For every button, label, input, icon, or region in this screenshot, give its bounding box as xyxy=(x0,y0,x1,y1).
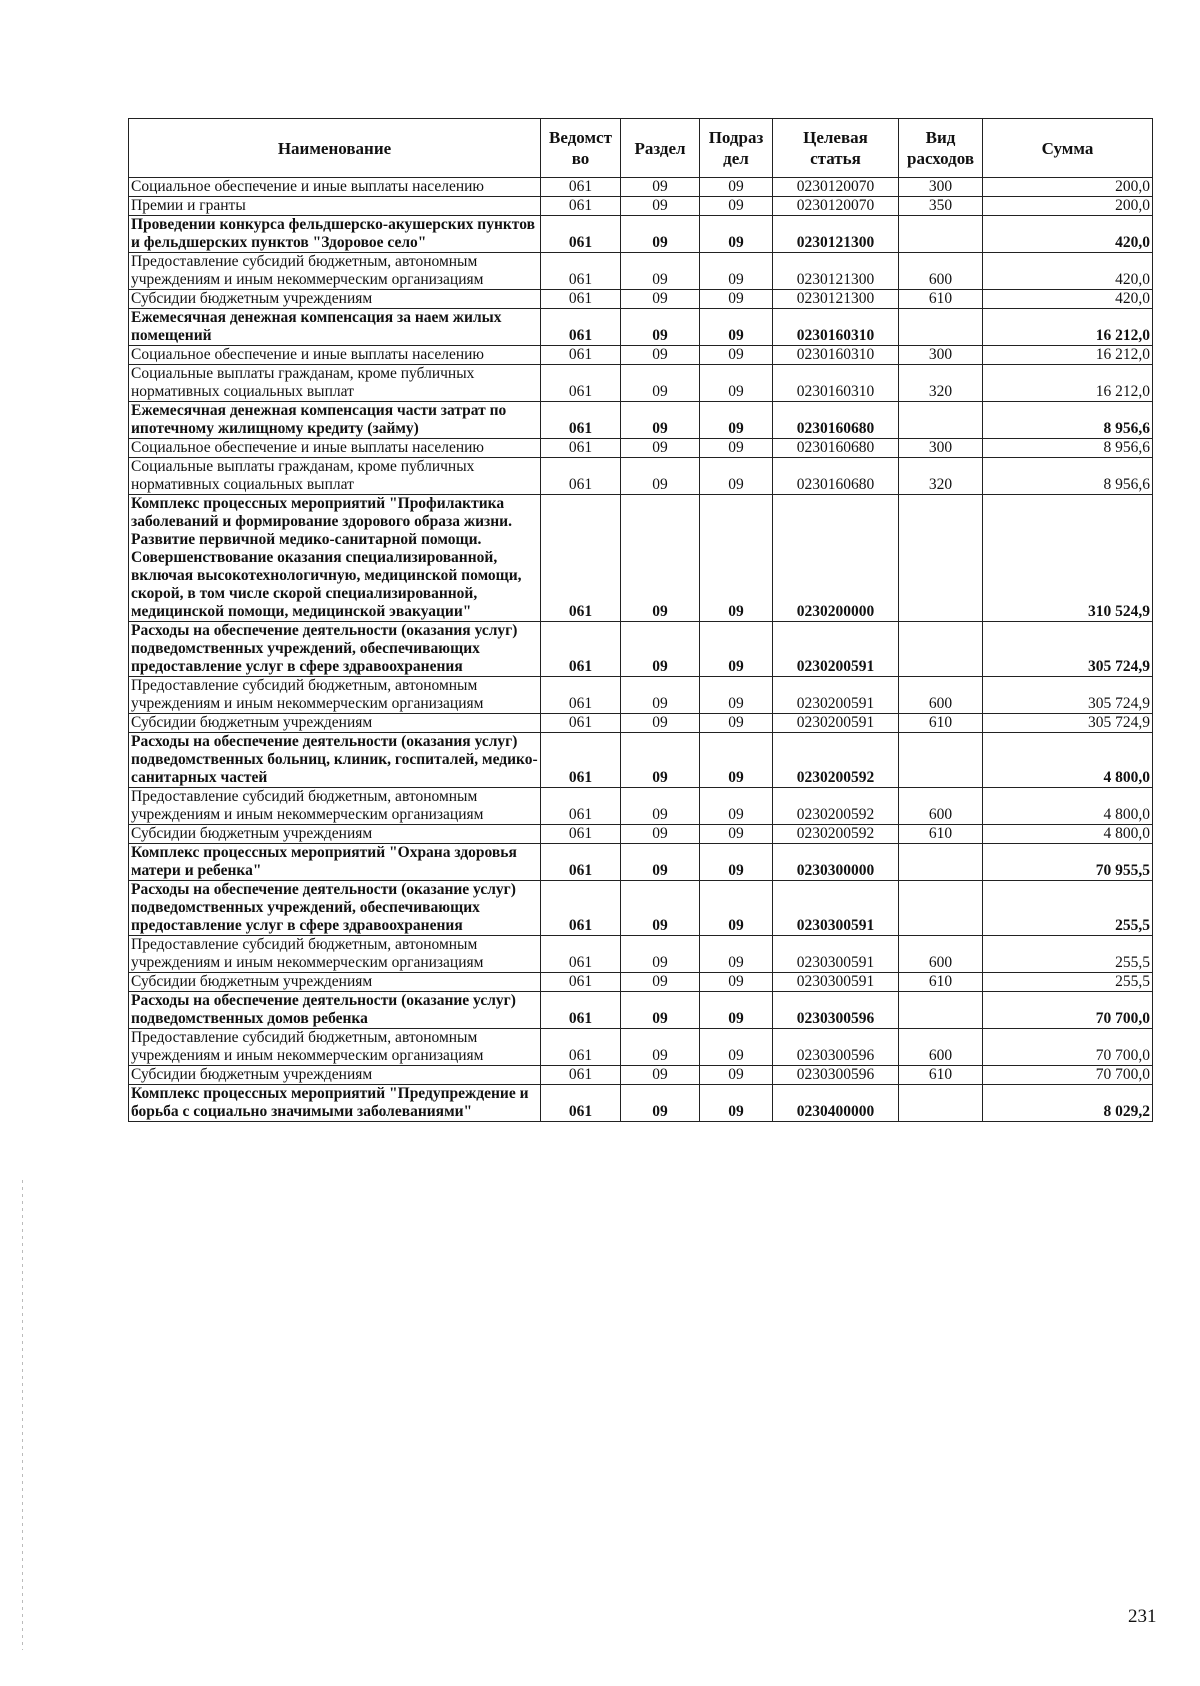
table-header xyxy=(129,119,1153,178)
row-vid-cell: 600 xyxy=(899,253,983,290)
scan-edge-mark xyxy=(22,1180,23,1650)
row-razdel-cell: 09 xyxy=(621,402,700,439)
row-podrazdel-cell: 09 xyxy=(700,253,773,290)
row-tselevaya-cell: 0230200592 xyxy=(773,788,899,825)
row-razdel-cell: 09 xyxy=(621,714,700,733)
row-tselevaya-cell: 0230300591 xyxy=(773,936,899,973)
table-row xyxy=(129,346,1153,365)
row-tselevaya-cell: 0230160680 xyxy=(773,458,899,495)
row-summa-cell: 16 212,0 xyxy=(983,309,1153,346)
row-razdel-cell: 09 xyxy=(621,973,700,992)
row-vid-cell: 610 xyxy=(899,290,983,309)
row-summa-cell: 255,5 xyxy=(983,936,1153,973)
row-vedomstvo-cell: 061 xyxy=(541,309,621,346)
row-vedomstvo-cell: 061 xyxy=(541,714,621,733)
row-name-cell: Субсидии бюджетным учреждениям xyxy=(129,714,541,733)
row-razdel-cell: 09 xyxy=(621,458,700,495)
row-vid-cell: 610 xyxy=(899,825,983,844)
row-razdel-cell: 09 xyxy=(621,1029,700,1066)
row-vedomstvo-cell: 061 xyxy=(541,992,621,1029)
row-tselevaya-cell: 0230300591 xyxy=(773,881,899,936)
row-vedomstvo-cell: 061 xyxy=(541,178,621,197)
row-summa-cell: 310 524,9 xyxy=(983,495,1153,622)
row-vid-cell xyxy=(899,733,983,788)
row-podrazdel-cell: 09 xyxy=(700,622,773,677)
row-vedomstvo-cell: 061 xyxy=(541,881,621,936)
row-vid-cell: 610 xyxy=(899,714,983,733)
row-razdel-cell: 09 xyxy=(621,178,700,197)
row-razdel-cell: 09 xyxy=(621,439,700,458)
row-razdel-cell: 09 xyxy=(621,253,700,290)
row-summa-cell: 305 724,9 xyxy=(983,677,1153,714)
row-razdel-cell: 09 xyxy=(621,788,700,825)
row-tselevaya-cell: 0230200000 xyxy=(773,495,899,622)
row-summa-cell: 4 800,0 xyxy=(983,733,1153,788)
row-summa-cell: 200,0 xyxy=(983,197,1153,216)
row-tselevaya-cell: 0230200592 xyxy=(773,825,899,844)
row-vid-cell xyxy=(899,622,983,677)
row-vedomstvo-cell: 061 xyxy=(541,402,621,439)
row-podrazdel-cell: 09 xyxy=(700,197,773,216)
row-podrazdel-cell: 09 xyxy=(700,844,773,881)
row-tselevaya-cell: 0230120070 xyxy=(773,178,899,197)
table-row xyxy=(129,844,1153,881)
row-razdel-cell: 09 xyxy=(621,825,700,844)
row-name-cell: Комплекс процессных мероприятий "Предупреждение и борьба с социально значимыми заболеваниями" xyxy=(129,1085,541,1122)
row-summa-cell: 4 800,0 xyxy=(983,825,1153,844)
page-number: 231 xyxy=(1128,1606,1157,1627)
table-row xyxy=(129,936,1153,973)
row-name-cell: Проведении конкурса фельдшерско-акушерских пунктов и фельдшерских пунктов "Здоровое село" xyxy=(129,216,541,253)
table-row xyxy=(129,458,1153,495)
row-vedomstvo-cell: 061 xyxy=(541,973,621,992)
row-name-cell: Социальное обеспечение и иные выплаты населению xyxy=(129,178,541,197)
row-podrazdel-cell: 09 xyxy=(700,677,773,714)
row-summa-cell: 16 212,0 xyxy=(983,365,1153,402)
row-vedomstvo-cell: 061 xyxy=(541,197,621,216)
header-podrazdel: Подраз дел xyxy=(700,119,773,178)
row-name-cell: Социальное обеспечение и иные выплаты населению xyxy=(129,439,541,458)
row-name-cell: Социальные выплаты гражданам, кроме публичных нормативных социальных выплат xyxy=(129,365,541,402)
row-name-cell: Ежемесячная денежная компенсация за наем жилых помещений xyxy=(129,309,541,346)
row-tselevaya-cell: 0230160310 xyxy=(773,346,899,365)
table-row xyxy=(129,881,1153,936)
table-row xyxy=(129,197,1153,216)
row-vid-cell: 600 xyxy=(899,1029,983,1066)
row-podrazdel-cell: 09 xyxy=(700,881,773,936)
row-tselevaya-cell: 0230400000 xyxy=(773,1085,899,1122)
row-podrazdel-cell: 09 xyxy=(700,495,773,622)
row-razdel-cell: 09 xyxy=(621,1066,700,1085)
row-summa-cell: 255,5 xyxy=(983,881,1153,936)
row-podrazdel-cell: 09 xyxy=(700,714,773,733)
table-row xyxy=(129,825,1153,844)
row-summa-cell: 8 956,6 xyxy=(983,439,1153,458)
header-vid-raskhodov: Вид расходов xyxy=(899,119,983,178)
row-summa-cell: 4 800,0 xyxy=(983,788,1153,825)
row-podrazdel-cell: 09 xyxy=(700,216,773,253)
row-razdel-cell: 09 xyxy=(621,197,700,216)
row-razdel-cell: 09 xyxy=(621,216,700,253)
row-tselevaya-cell: 0230300591 xyxy=(773,973,899,992)
row-summa-cell: 70 700,0 xyxy=(983,1029,1153,1066)
row-name-cell: Ежемесячная денежная компенсация части затрат по ипотечному жилищному кредиту (займу) xyxy=(129,402,541,439)
table-row xyxy=(129,733,1153,788)
row-razdel-cell: 09 xyxy=(621,936,700,973)
row-vid-cell: 320 xyxy=(899,365,983,402)
row-razdel-cell: 09 xyxy=(621,365,700,402)
row-podrazdel-cell: 09 xyxy=(700,936,773,973)
row-razdel-cell: 09 xyxy=(621,881,700,936)
row-podrazdel-cell: 09 xyxy=(700,825,773,844)
row-vid-cell: 600 xyxy=(899,677,983,714)
row-name-cell: Субсидии бюджетным учреждениям xyxy=(129,825,541,844)
row-razdel-cell: 09 xyxy=(621,290,700,309)
table-row xyxy=(129,439,1153,458)
row-vedomstvo-cell: 061 xyxy=(541,290,621,309)
row-vedomstvo-cell: 061 xyxy=(541,216,621,253)
row-vid-cell xyxy=(899,844,983,881)
row-tselevaya-cell: 0230160680 xyxy=(773,402,899,439)
row-tselevaya-cell: 0230300596 xyxy=(773,1029,899,1066)
row-vedomstvo-cell: 061 xyxy=(541,439,621,458)
row-name-cell: Предоставление субсидий бюджетным, автономным учреждениям и иным некоммерческим организациям xyxy=(129,1029,541,1066)
row-podrazdel-cell: 09 xyxy=(700,365,773,402)
row-razdel-cell: 09 xyxy=(621,677,700,714)
table-row xyxy=(129,178,1153,197)
table-row xyxy=(129,309,1153,346)
row-razdel-cell: 09 xyxy=(621,992,700,1029)
table-row xyxy=(129,1066,1153,1085)
row-name-cell: Расходы на обеспечение деятельности (оказание услуг) подведомственных учреждений, обеспечивающих предоставление услуг в сфере здравоохранения xyxy=(129,881,541,936)
row-vedomstvo-cell: 061 xyxy=(541,788,621,825)
row-razdel-cell: 09 xyxy=(621,844,700,881)
row-summa-cell: 420,0 xyxy=(983,216,1153,253)
row-vid-cell: 300 xyxy=(899,178,983,197)
row-vid-cell: 320 xyxy=(899,458,983,495)
row-summa-cell: 8 956,6 xyxy=(983,458,1153,495)
table-row xyxy=(129,788,1153,825)
row-razdel-cell: 09 xyxy=(621,309,700,346)
row-vedomstvo-cell: 061 xyxy=(541,1066,621,1085)
row-name-cell: Субсидии бюджетным учреждениям xyxy=(129,973,541,992)
row-vid-cell: 300 xyxy=(899,346,983,365)
budget-sheet xyxy=(128,118,1152,1122)
row-summa-cell: 16 212,0 xyxy=(983,346,1153,365)
table-row xyxy=(129,1085,1153,1122)
table-row xyxy=(129,992,1153,1029)
row-name-cell: Предоставление субсидий бюджетным, автономным учреждениям и иным некоммерческим организациям xyxy=(129,936,541,973)
row-summa-cell: 305 724,9 xyxy=(983,622,1153,677)
table-row xyxy=(129,365,1153,402)
row-podrazdel-cell: 09 xyxy=(700,992,773,1029)
row-tselevaya-cell: 0230200591 xyxy=(773,714,899,733)
row-vid-cell: 610 xyxy=(899,1066,983,1085)
row-vedomstvo-cell: 061 xyxy=(541,733,621,788)
row-podrazdel-cell: 09 xyxy=(700,402,773,439)
row-razdel-cell: 09 xyxy=(621,495,700,622)
row-razdel-cell: 09 xyxy=(621,733,700,788)
row-vedomstvo-cell: 061 xyxy=(541,677,621,714)
row-vedomstvo-cell: 061 xyxy=(541,622,621,677)
budget-table xyxy=(128,118,1153,1122)
row-tselevaya-cell: 0230160310 xyxy=(773,365,899,402)
row-vedomstvo-cell: 061 xyxy=(541,825,621,844)
row-podrazdel-cell: 09 xyxy=(700,458,773,495)
row-vid-cell xyxy=(899,992,983,1029)
row-podrazdel-cell: 09 xyxy=(700,346,773,365)
table-row xyxy=(129,216,1153,253)
row-tselevaya-cell: 0230300596 xyxy=(773,992,899,1029)
row-tselevaya-cell: 0230200591 xyxy=(773,677,899,714)
row-podrazdel-cell: 09 xyxy=(700,973,773,992)
row-tselevaya-cell: 0230200592 xyxy=(773,733,899,788)
row-name-cell: Расходы на обеспечение деятельности (оказания услуг) подведомственных больниц, клиник, госпиталей, медико-санитарных частей xyxy=(129,733,541,788)
row-name-cell: Субсидии бюджетным учреждениям xyxy=(129,290,541,309)
row-name-cell: Комплекс процессных мероприятий "Охрана здоровья матери и ребенка" xyxy=(129,844,541,881)
row-summa-cell: 70 700,0 xyxy=(983,1066,1153,1085)
row-name-cell: Социальное обеспечение и иные выплаты населению xyxy=(129,346,541,365)
row-tselevaya-cell: 0230200591 xyxy=(773,622,899,677)
row-vedomstvo-cell: 061 xyxy=(541,346,621,365)
row-name-cell: Премии и гранты xyxy=(129,197,541,216)
row-summa-cell: 70 955,5 xyxy=(983,844,1153,881)
header-summa: Сумма xyxy=(983,119,1153,178)
row-name-cell: Комплекс процессных мероприятий "Профилактика заболеваний и формирование здорового образа жизни. Развитие первичной медико-санитарной помощи. Совершенствование оказания специализированной, включая высокотехнологичную, медицинской помощи, скорой, в том числе скорой специализированной, медицинской помощи, медицинской эвакуации" xyxy=(129,495,541,622)
row-podrazdel-cell: 09 xyxy=(700,309,773,346)
row-summa-cell: 255,5 xyxy=(983,973,1153,992)
row-razdel-cell: 09 xyxy=(621,622,700,677)
row-podrazdel-cell: 09 xyxy=(700,1029,773,1066)
row-summa-cell: 420,0 xyxy=(983,290,1153,309)
row-vid-cell xyxy=(899,216,983,253)
table-row xyxy=(129,253,1153,290)
table-row xyxy=(129,677,1153,714)
row-podrazdel-cell: 09 xyxy=(700,1066,773,1085)
row-name-cell: Расходы на обеспечение деятельности (оказания услуг) подведомственных учреждений, обеспечивающих предоставление услуг в сфере здравоохранения xyxy=(129,622,541,677)
header-vedomstvo: Ведомст во xyxy=(541,119,621,178)
row-vid-cell: 300 xyxy=(899,439,983,458)
row-razdel-cell: 09 xyxy=(621,1085,700,1122)
header-name: Наименование xyxy=(129,119,541,178)
table-row xyxy=(129,1029,1153,1066)
row-podrazdel-cell: 09 xyxy=(700,178,773,197)
row-podrazdel-cell: 09 xyxy=(700,733,773,788)
row-summa-cell: 70 700,0 xyxy=(983,992,1153,1029)
header-razdel: Раздел xyxy=(621,119,700,178)
row-vid-cell xyxy=(899,402,983,439)
row-name-cell: Субсидии бюджетным учреждениям xyxy=(129,1066,541,1085)
row-name-cell: Предоставление субсидий бюджетным, автономным учреждениям и иным некоммерческим организациям xyxy=(129,788,541,825)
table-row xyxy=(129,290,1153,309)
row-summa-cell: 8 029,2 xyxy=(983,1085,1153,1122)
row-vid-cell: 600 xyxy=(899,936,983,973)
row-vid-cell xyxy=(899,1085,983,1122)
row-podrazdel-cell: 09 xyxy=(700,290,773,309)
row-tselevaya-cell: 0230160680 xyxy=(773,439,899,458)
row-tselevaya-cell: 0230300596 xyxy=(773,1066,899,1085)
row-summa-cell: 420,0 xyxy=(983,253,1153,290)
row-tselevaya-cell: 0230300000 xyxy=(773,844,899,881)
row-summa-cell: 8 956,6 xyxy=(983,402,1153,439)
row-vedomstvo-cell: 061 xyxy=(541,495,621,622)
row-vid-cell xyxy=(899,881,983,936)
row-tselevaya-cell: 0230121300 xyxy=(773,290,899,309)
table-row xyxy=(129,714,1153,733)
row-tselevaya-cell: 0230120070 xyxy=(773,197,899,216)
row-vedomstvo-cell: 061 xyxy=(541,458,621,495)
row-tselevaya-cell: 0230160310 xyxy=(773,309,899,346)
row-vid-cell xyxy=(899,495,983,622)
row-name-cell: Расходы на обеспечение деятельности (оказание услуг) подведомственных домов ребенка xyxy=(129,992,541,1029)
row-tselevaya-cell: 0230121300 xyxy=(773,253,899,290)
row-podrazdel-cell: 09 xyxy=(700,788,773,825)
row-vedomstvo-cell: 061 xyxy=(541,1029,621,1066)
row-summa-cell: 200,0 xyxy=(983,178,1153,197)
row-name-cell: Предоставление субсидий бюджетным, автономным учреждениям и иным некоммерческим организациям xyxy=(129,677,541,714)
table-row xyxy=(129,622,1153,677)
row-podrazdel-cell: 09 xyxy=(700,439,773,458)
table-row xyxy=(129,495,1153,622)
table-row xyxy=(129,973,1153,992)
row-vedomstvo-cell: 061 xyxy=(541,936,621,973)
row-razdel-cell: 09 xyxy=(621,346,700,365)
header-tselevaya-statya: Целевая статья xyxy=(773,119,899,178)
row-name-cell: Предоставление субсидий бюджетным, автономным учреждениям и иным некоммерческим организациям xyxy=(129,253,541,290)
row-podrazdel-cell: 09 xyxy=(700,1085,773,1122)
row-summa-cell: 305 724,9 xyxy=(983,714,1153,733)
row-vedomstvo-cell: 061 xyxy=(541,365,621,402)
row-name-cell: Социальные выплаты гражданам, кроме публичных нормативных социальных выплат xyxy=(129,458,541,495)
row-vid-cell: 610 xyxy=(899,973,983,992)
row-vedomstvo-cell: 061 xyxy=(541,253,621,290)
table-row xyxy=(129,402,1153,439)
row-vid-cell: 600 xyxy=(899,788,983,825)
row-vedomstvo-cell: 061 xyxy=(541,844,621,881)
row-vid-cell: 350 xyxy=(899,197,983,216)
row-vedomstvo-cell: 061 xyxy=(541,1085,621,1122)
row-vid-cell xyxy=(899,309,983,346)
row-tselevaya-cell: 0230121300 xyxy=(773,216,899,253)
table-body xyxy=(129,178,1153,1122)
